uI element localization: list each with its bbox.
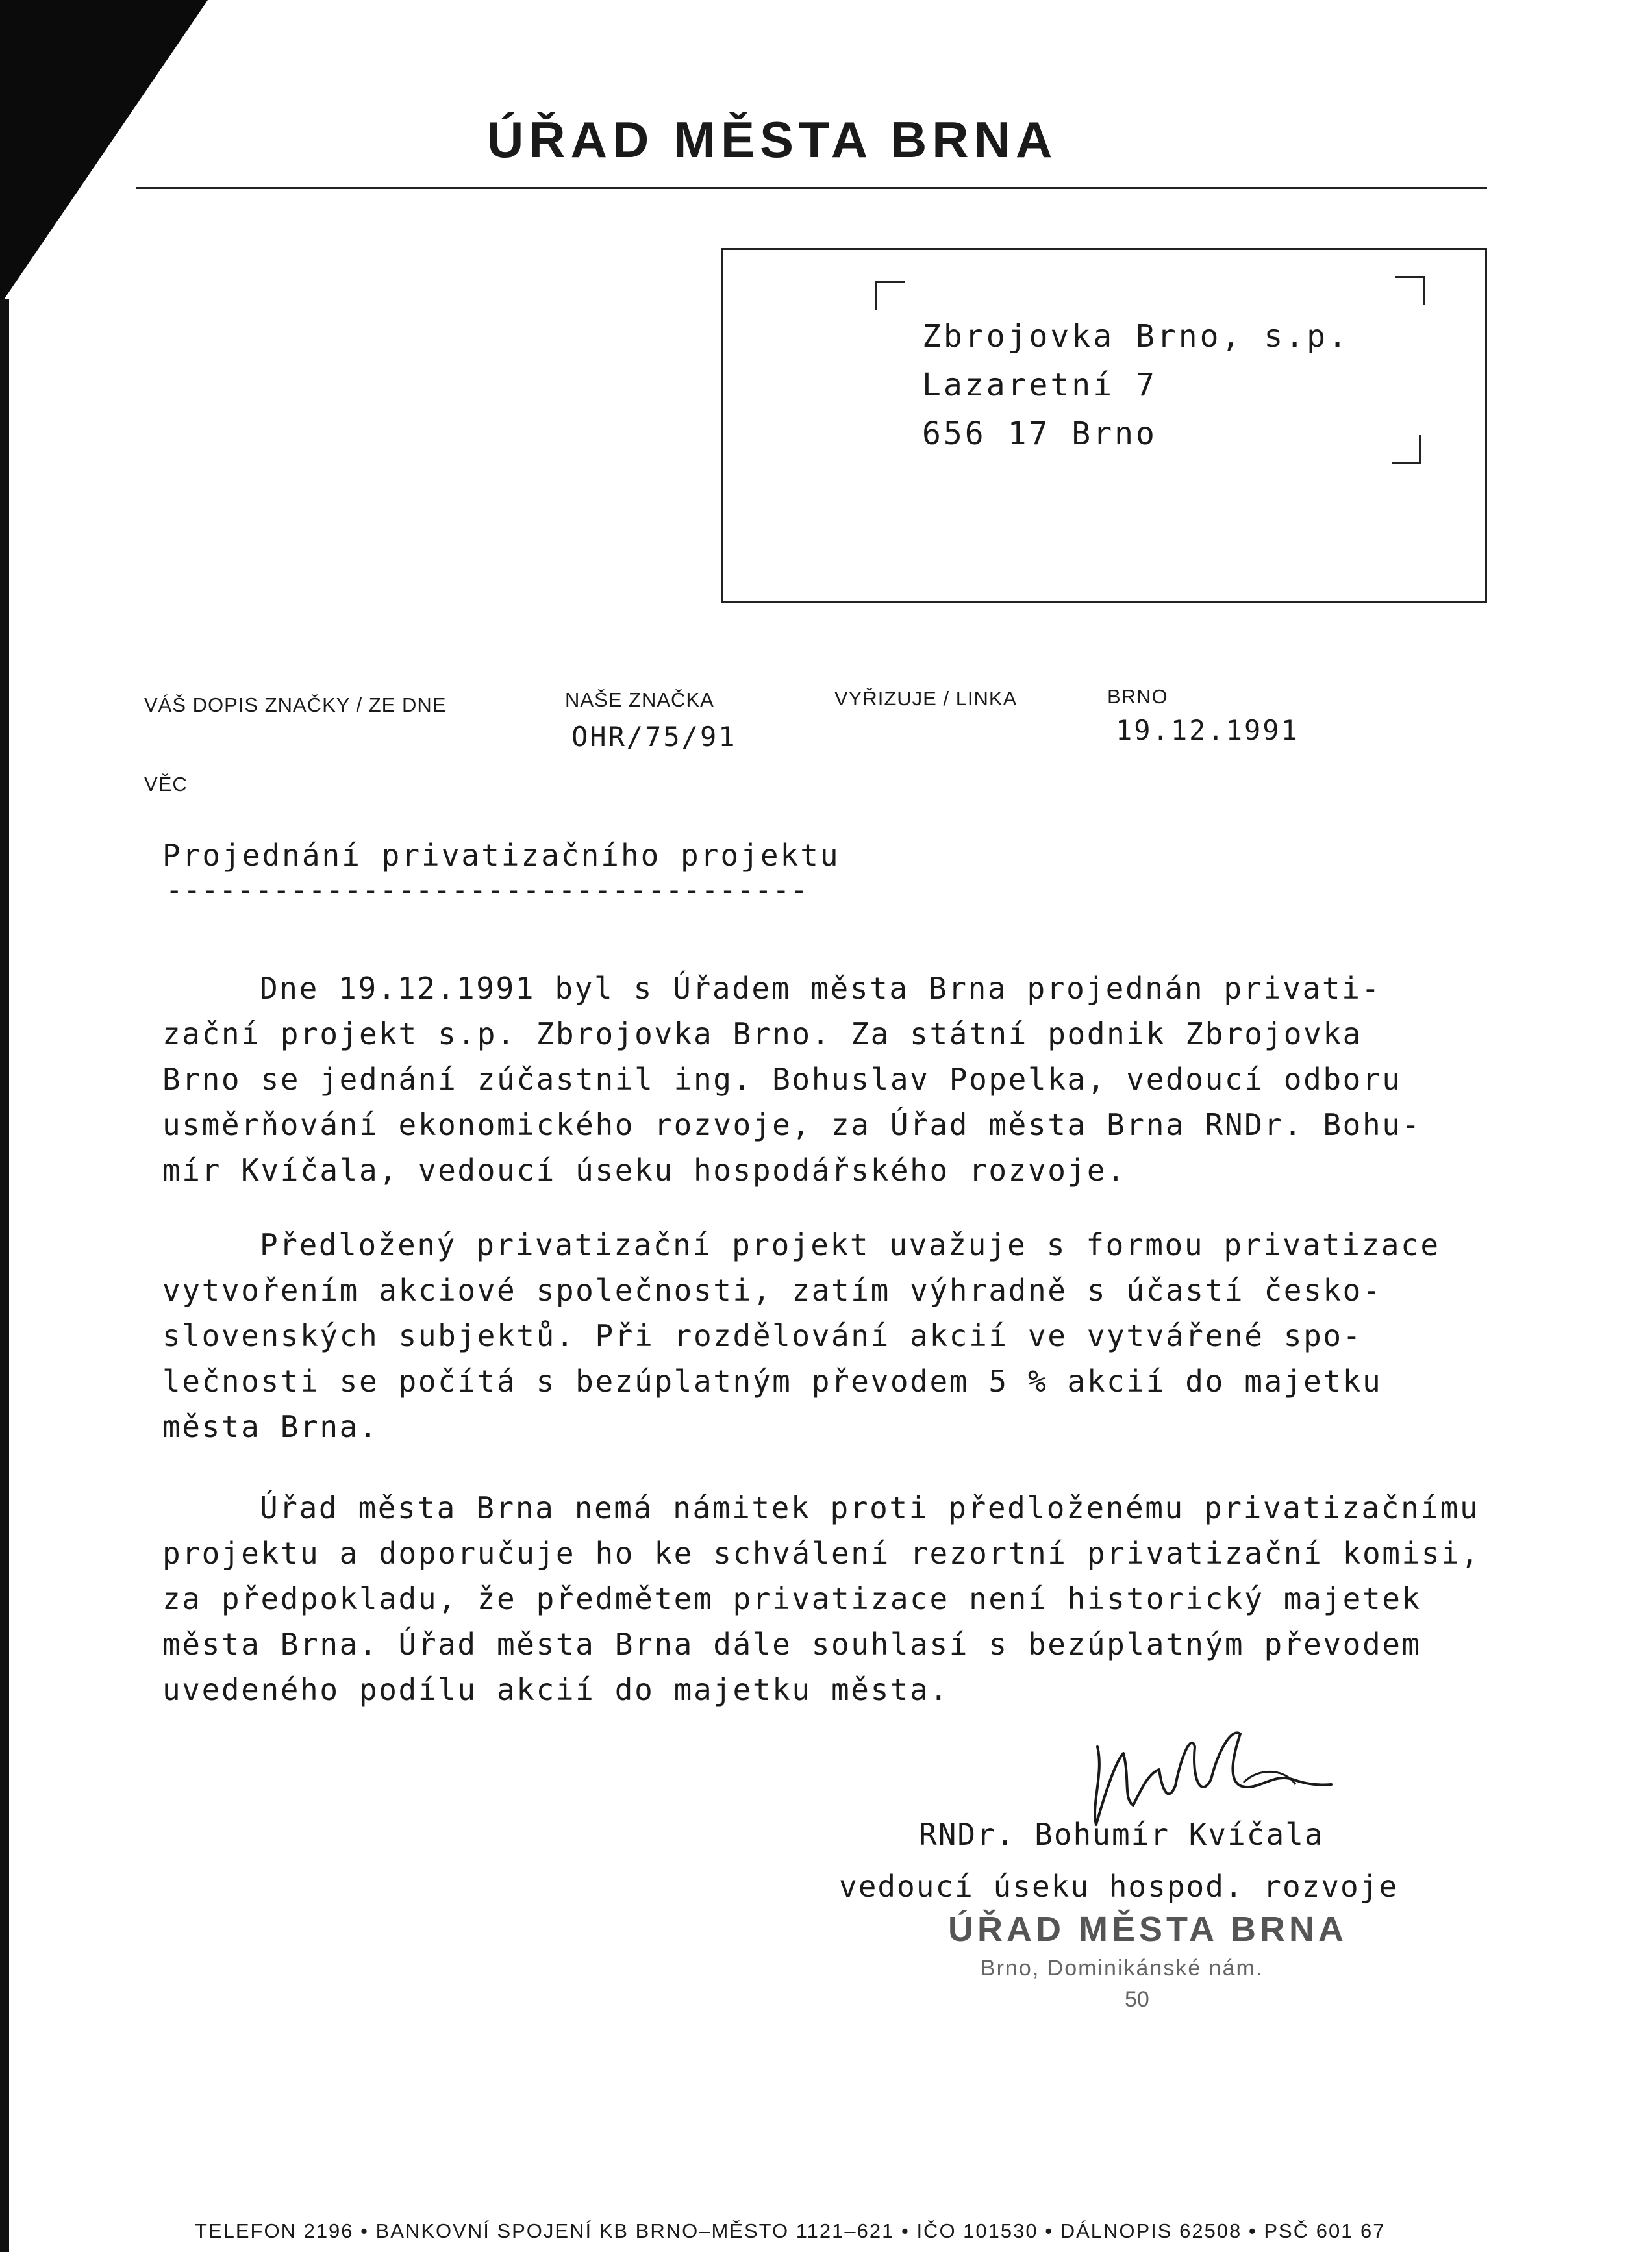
body-line: Dne 19.12.1991 byl s Úřadem města Brna projednán privati- [260,971,1381,1006]
recipient-line-2: Lazaretní 7 [922,367,1157,403]
body-line: za předpokladu, že předmětem privatizace není historický majetek [162,1581,1421,1616]
body-line: uvedeného podílu akcií do majetku města. [162,1672,949,1707]
body-line: Brno se jednání zúčastnil ing. Bohuslav Popelka, vedoucí odboru [162,1062,1402,1097]
handled-by-label: VYŘIZUJE / LINKA [834,687,1018,710]
letterhead-rule [136,187,1487,189]
place-label: BRNO [1107,685,1168,708]
stamp-title: ÚŘAD MĚSTA BRNA [948,1910,1347,1949]
body-line: města Brna. [162,1409,379,1444]
scan-edge-strip [0,299,9,2252]
recipient-line-1: Zbrojovka Brno, s.p. [922,318,1349,355]
our-ref-label: NAŠE ZNAČKA [565,688,714,711]
signatory-role: vedoucí úseku hospod. rozvoje [839,1869,1399,1904]
body-line: slovenských subjektů. Při rozdělování akcií ve vytvářené spo- [162,1318,1362,1353]
address-corner-top-right [1395,276,1425,305]
subject-underline: ------------------------------------ [166,873,808,907]
letterhead-title: ÚŘAD MĚSTA BRNA [487,111,1058,168]
body-line: mír Kvíčala, vedoucí úseku hospodářského rozvoje. [162,1153,1127,1188]
your-letter-label: VÁŠ DOPIS ZNAČKY / ZE DNE [144,694,447,716]
body-line: projektu a doporučuje ho ke schválení rezortní privatizační komisi, [162,1536,1481,1571]
address-corner-top-left [875,281,905,310]
body-line: vytvořením akciové společnosti, zatím výhradně s účastí česko- [162,1273,1383,1308]
body-line: Předložený privatizační projekt uvažuje s formou privatizace [260,1227,1440,1262]
body-line: usměrňování ekonomického rozvoje, za Úřad města Brna RNDr. Bohu- [162,1107,1421,1142]
stamp-number: 50 [1125,1987,1149,2012]
body-line: města Brna. Úřad města Brna dále souhlasí s bezúplatným převodem [162,1627,1421,1662]
date-value: 19.12.1991 [1116,714,1299,746]
subject-label: VĚC [144,773,188,795]
address-corner-bottom-right [1392,435,1421,464]
our-ref-value: OHR/75/91 [571,721,737,753]
subject-text: Projednání privatizačního projektu [162,838,840,873]
body-line: Úřad města Brna nemá námitek proti předloženému privatizačnímu [260,1490,1480,1525]
body-line: zační projekt s.p. Zbrojovka Brno. Za státní podnik Zbrojovka [162,1016,1362,1051]
signatory-name: RNDr. Bohumír Kvíčala [919,1817,1324,1852]
scan-corner-shadow [0,0,208,305]
letterhead-footer: TELEFON 2196 • BANKOVNÍ SPOJENÍ KB BRNO–MĚSTO 1121–621 • IČO 101530 • DÁLNOPIS 62508 • PSČ 601 67 [195,2220,1386,2242]
stamp-address: Brno, Dominikánské nám. [981,1956,1264,1981]
recipient-line-3: 656 17 Brno [922,416,1157,452]
body-line: lečnosti se počítá s bezúplatným převodem 5 % akcií do majetku [162,1364,1383,1399]
